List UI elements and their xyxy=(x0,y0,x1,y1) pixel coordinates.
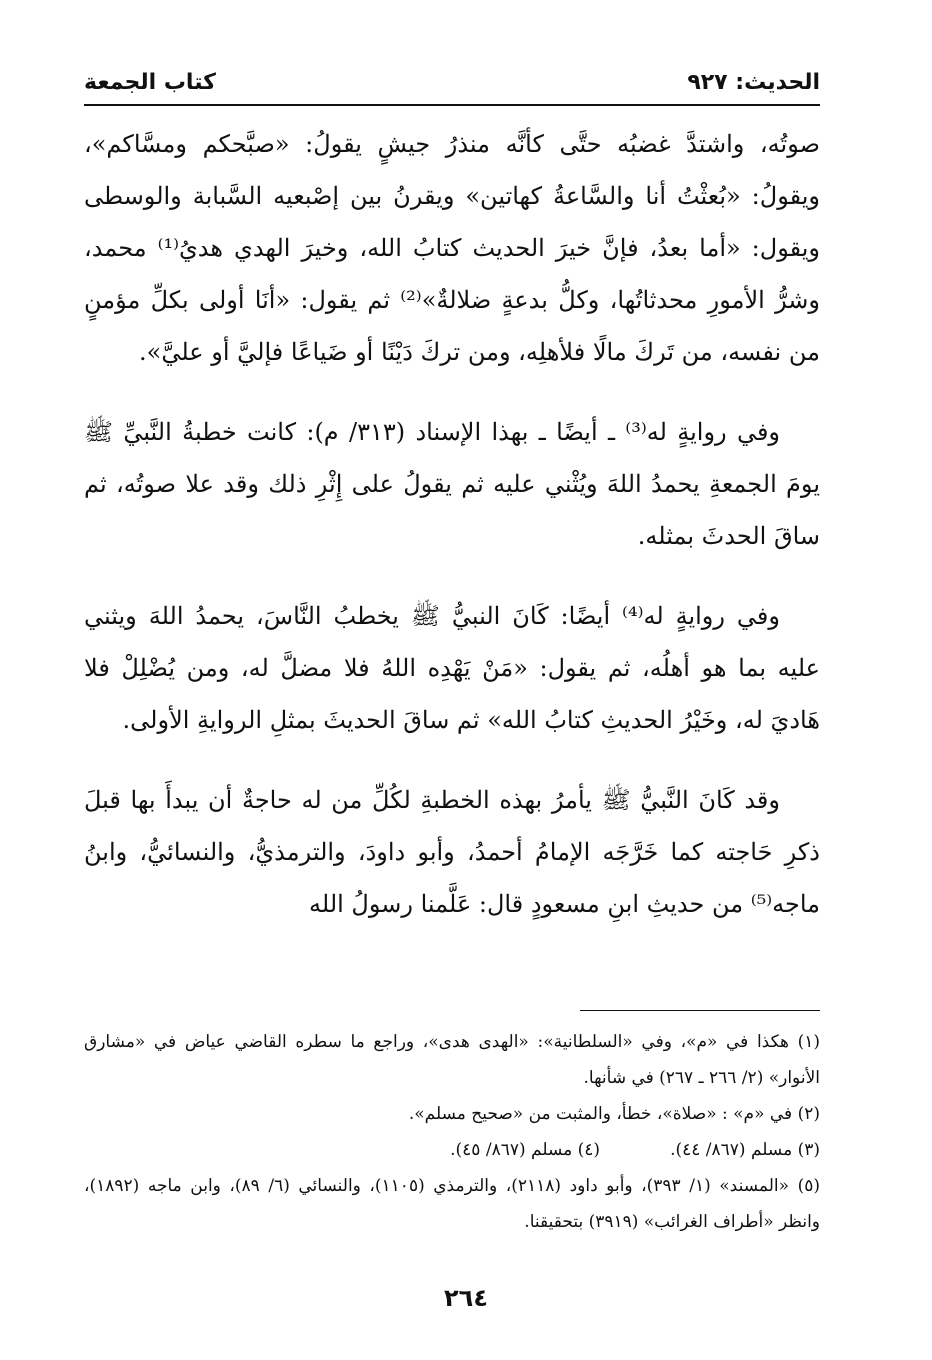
footnote-rule xyxy=(580,1010,820,1011)
footnote-2: (٢) في «م» : «صلاة»، خطأ، والمثبت من «صحيح مسلم». xyxy=(408,1104,820,1124)
footnote-4: (٤) مسلم (٨٦٧/ ٤٥). xyxy=(450,1140,601,1160)
book-title: كتاب الجمعة xyxy=(84,69,216,95)
paragraph-1: صوتُه، واشتدَّ غضبُه حتَّى كأنَّه منذرُ جيشٍ يقولُ: «صبَّحكم ومسَّاكم»، ويقولُ: «بُعثْتُ أنا والسَّاعةُ كهاتين» ويقرنُ بين إصْبعيه السَّبابة والوسطى ويقول: «أما بعدُ، فإنَّ خيرَ الحديث كتابُ الله، وخيرَ الهدي هديُ⁽¹⁾ محمد، وشرُّ الأمورِ محدثاتُها، وكلُّ بدعةٍ ضلالةٌ»⁽²⁾ ثم يقول: «أنَا أولى بكلِّ مؤمنٍ من نفسه، من تَركَ مالًا فلأهلِه، ومن تركَ دَيْنًا أو ضَياعًا فإليَّ أو عليَّ». xyxy=(84,130,821,366)
page-number: ٢٦٤ xyxy=(444,1284,488,1312)
hadith-number-label: الحديث: ٩٢٧ xyxy=(687,69,820,95)
footnotes xyxy=(84,1024,820,1240)
running-header xyxy=(84,62,820,102)
main-text xyxy=(84,118,820,958)
paragraph-4: وقد كَانَ النَّبيُّ ﷺ يأمرُ بهذه الخطبةِ لكُلِّ من له حاجةٌ أن يبدأَ بها قبلَ ذكرِ حَاجته كما خَرَّجَه الإمامُ أحمدُ، وأبو داودَ، والترمذيُّ، والنسائيُّ، وابنُ ماجه⁽⁵⁾ من حديثِ ابنِ مسعودٍ قال: عَلَّمنا رسولُ الله xyxy=(84,786,820,918)
footnote-5: (٥) «المسند» (١/ ٣٩٣)، وأبو داود (٢١١٨)، والترمذي (١١٠٥)، والنسائي (٦/ ٨٩)، وابن ماجه (١٨٩٢)، وانظر «أطراف الغرائب» (٣٩١٩) بتحقيقنا. xyxy=(84,1176,820,1232)
footnote-1: (١) هكذا في «م»، وفي «السلطانية»: «الهدى هدى»، وراجع ما سطره القاضي عياض في «مشارق الأنوار» (٢/ ٢٦٦ ـ ٢٦٧) في شأنها. xyxy=(84,1032,820,1088)
footnote-row-3-4 xyxy=(84,1132,820,1168)
header-rule xyxy=(84,104,820,106)
paragraph-2: وفي روايةٍ له⁽³⁾ ـ أيضًا ـ بهذا الإسناد (٣١٣/ م): كانت خطبةُ النَّبيِّ ﷺ يومَ الجمعةِ يحمدُ اللهَ ويُثْني عليه ثم يقولُ على إِثْرِ ذلك وقد علا صوتُه، ثم ساقَ الحدثَ بمثله. xyxy=(84,418,820,550)
paragraph-3: وفي روايةٍ له⁽⁴⁾ أيضًا: كَانَ النبيُّ ﷺ يخطبُ النَّاسَ، يحمدُ اللهَ ويثني عليه بما هو أهلُه، ثم يقول: «مَنْ يَهْدِه اللهُ فلا مضلَّ له، ومن يُضْلِلْ فلا هَاديَ له، وخَيْرُ الحديثِ كتابُ الله» ثم ساقَ الحديثَ بمثلِ الروايةِ الأولى. xyxy=(84,602,820,734)
footnote-3: (٣) مسلم (٨٦٧/ ٤٤). xyxy=(670,1140,820,1160)
